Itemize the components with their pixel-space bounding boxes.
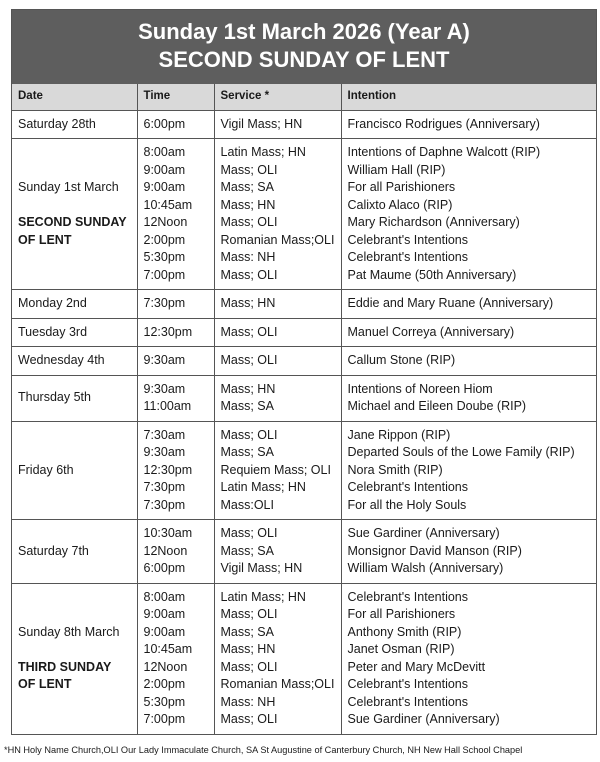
date-cell	[12, 421, 137, 520]
intention-value: Celebrant's Intentions	[347, 677, 469, 691]
column-header-service: Service *	[214, 84, 341, 110]
intention-value: For all Parishioners	[347, 607, 456, 621]
column-header-time: Time	[137, 84, 214, 110]
service-cell	[214, 375, 341, 421]
service-value: Mass; SA	[220, 180, 274, 194]
intention-value: For all the Holy Souls	[347, 497, 467, 512]
column-header-date: Date	[12, 84, 137, 110]
intention-value: Eddie and Mary Ruane (Anniversary)	[347, 296, 554, 310]
intention-value: Janet Osman (RIP)	[347, 642, 455, 656]
time-value: 10:45am	[143, 197, 193, 212]
time-value: 2:00pm	[143, 232, 186, 247]
time-value: 9:30am	[143, 353, 186, 367]
table-row	[12, 375, 596, 421]
intention-value: Pat Maume (50th Anniversary)	[347, 267, 517, 282]
date-cell	[12, 375, 137, 421]
date-label: Saturday 28th	[18, 116, 96, 131]
spacer	[18, 641, 131, 659]
table-row	[12, 583, 596, 734]
time-value: 9:00am	[143, 180, 186, 194]
date-cell	[12, 520, 137, 584]
service-value: Mass; SA	[220, 445, 274, 459]
intention-value: Monsignor David Manson (RIP)	[347, 543, 522, 558]
time-cell	[137, 375, 214, 421]
service-value: Mass; OLI	[220, 712, 278, 726]
time-value: 9:30am	[143, 381, 186, 396]
time-cell	[137, 520, 214, 584]
service-value: Latin Mass; HN	[220, 145, 306, 159]
time-value: 9:00am	[143, 162, 186, 177]
service-value: Vigil Mass; HN	[220, 561, 303, 575]
service-value: Mass; SA	[220, 399, 274, 413]
service-value: Requiem Mass; OLI	[220, 462, 331, 477]
time-value: 10:30am	[143, 526, 193, 540]
service-value: Latin Mass; HN	[220, 589, 306, 604]
intention-cell	[341, 375, 596, 421]
intention-value: Celebrant's Intentions	[347, 694, 469, 709]
page-subtitle: SECOND SUNDAY OF LENT	[158, 47, 450, 72]
time-value: 9:00am	[143, 624, 186, 639]
intention-value: Departed Souls of the Lowe Family (RIP)	[347, 445, 575, 459]
table-row	[12, 110, 596, 139]
time-cell	[137, 290, 214, 319]
service-value: Mass:OLI	[220, 497, 274, 512]
intention-cell	[341, 520, 596, 584]
feast-title: SECOND SUNDAY OF LENT	[18, 215, 127, 247]
date-cell	[12, 318, 137, 347]
service-value: Mass; OLI	[220, 659, 278, 674]
time-value: 7:30pm	[143, 296, 186, 310]
date-label: Sunday 1st March	[18, 180, 119, 194]
schedule-body	[12, 110, 596, 734]
time-value: 11:00am	[143, 399, 192, 413]
time-value: 8:00am	[143, 145, 186, 159]
intention-value: Calixto Alaco (RIP)	[347, 197, 453, 212]
service-value: Romanian Mass;OLI	[220, 232, 335, 247]
intention-value: Intentions of Noreen Hiom	[347, 381, 493, 396]
service-value: Romanian Mass;OLI	[220, 677, 335, 691]
intention-value: Callum Stone (RIP)	[347, 353, 456, 367]
time-value: 7:00pm	[143, 712, 186, 726]
time-value: 8:00am	[143, 589, 186, 604]
time-value: 9:00am	[143, 607, 186, 621]
time-value: 5:30pm	[143, 694, 186, 709]
time-value: 12Noon	[143, 215, 188, 229]
service-value: Mass; OLI	[220, 607, 278, 621]
date-label: Sunday 8th March	[18, 624, 120, 639]
date-cell	[12, 290, 137, 319]
time-value: 7:30am	[143, 427, 186, 442]
intention-cell	[341, 421, 596, 520]
intention-value: Celebrant's Intentions	[347, 589, 469, 604]
intention-cell	[341, 318, 596, 347]
intention-value: For all Parishioners	[347, 180, 456, 194]
service-value: Mass; HN	[220, 381, 276, 396]
intention-value: Anthony Smith (RIP)	[347, 624, 462, 639]
service-cell	[214, 347, 341, 376]
table-row	[12, 347, 596, 376]
time-value: 7:00pm	[143, 267, 186, 282]
intention-cell	[341, 110, 596, 139]
time-value: 5:30pm	[143, 250, 186, 264]
intention-value: Jane Rippon (RIP)	[347, 427, 451, 442]
intention-value: Francisco Rodrigues (Anniversary)	[347, 116, 540, 131]
time-cell	[137, 421, 214, 520]
intention-value: Peter and Mary McDevitt	[347, 659, 486, 674]
intention-cell	[341, 347, 596, 376]
intention-value: Sue Gardiner (Anniversary)	[347, 712, 500, 726]
service-cell	[214, 520, 341, 584]
date-label: Saturday 7th	[18, 543, 89, 558]
service-value: Mass; OLI	[220, 162, 278, 177]
date-label: Monday 2nd	[18, 296, 87, 310]
service-value: Mass; OLI	[220, 324, 278, 339]
table-row	[12, 290, 596, 319]
table-row	[12, 139, 596, 290]
time-value: 7:30pm	[143, 480, 186, 494]
table-row	[12, 421, 596, 520]
intention-cell	[341, 290, 596, 319]
date-cell	[12, 139, 137, 290]
service-cell	[214, 139, 341, 290]
time-value: 6:00pm	[143, 116, 186, 131]
intention-value: Michael and Eileen Doube (RIP)	[347, 399, 527, 413]
intention-cell	[341, 139, 596, 290]
intention-value: Celebrant's Intentions	[347, 480, 469, 494]
table-row	[12, 520, 596, 584]
time-value: 7:30pm	[143, 497, 186, 512]
date-label: Friday 6th	[18, 462, 74, 477]
service-cell	[214, 421, 341, 520]
service-value: Latin Mass; HN	[220, 480, 306, 494]
mass-schedule-sheet	[11, 9, 597, 735]
service-cell	[214, 318, 341, 347]
page-title: Sunday 1st March 2026 (Year A)	[138, 19, 470, 44]
service-value: Mass; OLI	[220, 526, 278, 540]
table-row	[12, 318, 596, 347]
date-label: Tuesday 3rd	[18, 324, 88, 339]
service-value: Mass; OLI	[220, 215, 278, 229]
intention-value: Sue Gardiner (Anniversary)	[347, 526, 500, 540]
service-value: Mass; HN	[220, 197, 276, 212]
time-value: 12:30pm	[143, 324, 193, 339]
time-cell	[137, 583, 214, 734]
time-value: 9:30am	[143, 445, 186, 459]
time-value: 12Noon	[143, 543, 188, 558]
title-band	[12, 10, 596, 84]
intention-cell	[341, 583, 596, 734]
intention-value: Mary Richardson (Anniversary)	[347, 215, 520, 229]
time-value: 2:00pm	[143, 677, 186, 691]
service-value: Mass; OLI	[220, 353, 278, 367]
service-cell	[214, 583, 341, 734]
time-value: 10:45am	[143, 642, 193, 656]
date-label: Wednesday 4th	[18, 353, 105, 367]
service-value: Mass: NH	[220, 694, 276, 709]
date-cell	[12, 583, 137, 734]
time-value: 12:30pm	[143, 462, 193, 477]
service-value: Mass; SA	[220, 543, 274, 558]
time-value: 12Noon	[143, 659, 188, 674]
time-cell	[137, 318, 214, 347]
service-value: Mass; OLI	[220, 427, 278, 442]
intention-value: Intentions of Daphne Walcott (RIP)	[347, 145, 541, 159]
service-value: Mass; OLI	[220, 267, 278, 282]
intention-value: William Walsh (Anniversary)	[347, 561, 504, 575]
date-cell	[12, 110, 137, 139]
intention-value: Celebrant's Intentions	[347, 250, 469, 264]
schedule-table	[12, 84, 596, 734]
feast-title: THIRD SUNDAY OF LENT	[18, 659, 112, 691]
table-header-row	[12, 84, 596, 110]
date-label: Thursday 5th	[18, 390, 91, 405]
date-cell	[12, 347, 137, 376]
footnote-legend: *HN Holy Name Church,OLI Our Lady Immaculate Church, SA St Augustine of Canterbury Church, NH New Hall School Chapel	[4, 745, 523, 755]
intention-value: Manuel Correya (Anniversary)	[347, 324, 515, 339]
column-header-intention: Intention	[341, 84, 596, 110]
intention-value: William Hall (RIP)	[347, 162, 446, 177]
service-value: Mass; SA	[220, 624, 274, 639]
service-cell	[214, 290, 341, 319]
service-value: Mass: NH	[220, 250, 276, 264]
service-value: Mass; HN	[220, 296, 276, 310]
spacer	[18, 197, 131, 215]
service-value: Vigil Mass; HN	[220, 116, 303, 131]
time-cell	[137, 347, 214, 376]
service-value: Mass; HN	[220, 642, 276, 656]
intention-value: Celebrant's Intentions	[347, 232, 469, 247]
time-value: 6:00pm	[143, 561, 186, 575]
time-cell	[137, 110, 214, 139]
time-cell	[137, 139, 214, 290]
intention-value: Nora Smith (RIP)	[347, 462, 443, 477]
service-cell	[214, 110, 341, 139]
